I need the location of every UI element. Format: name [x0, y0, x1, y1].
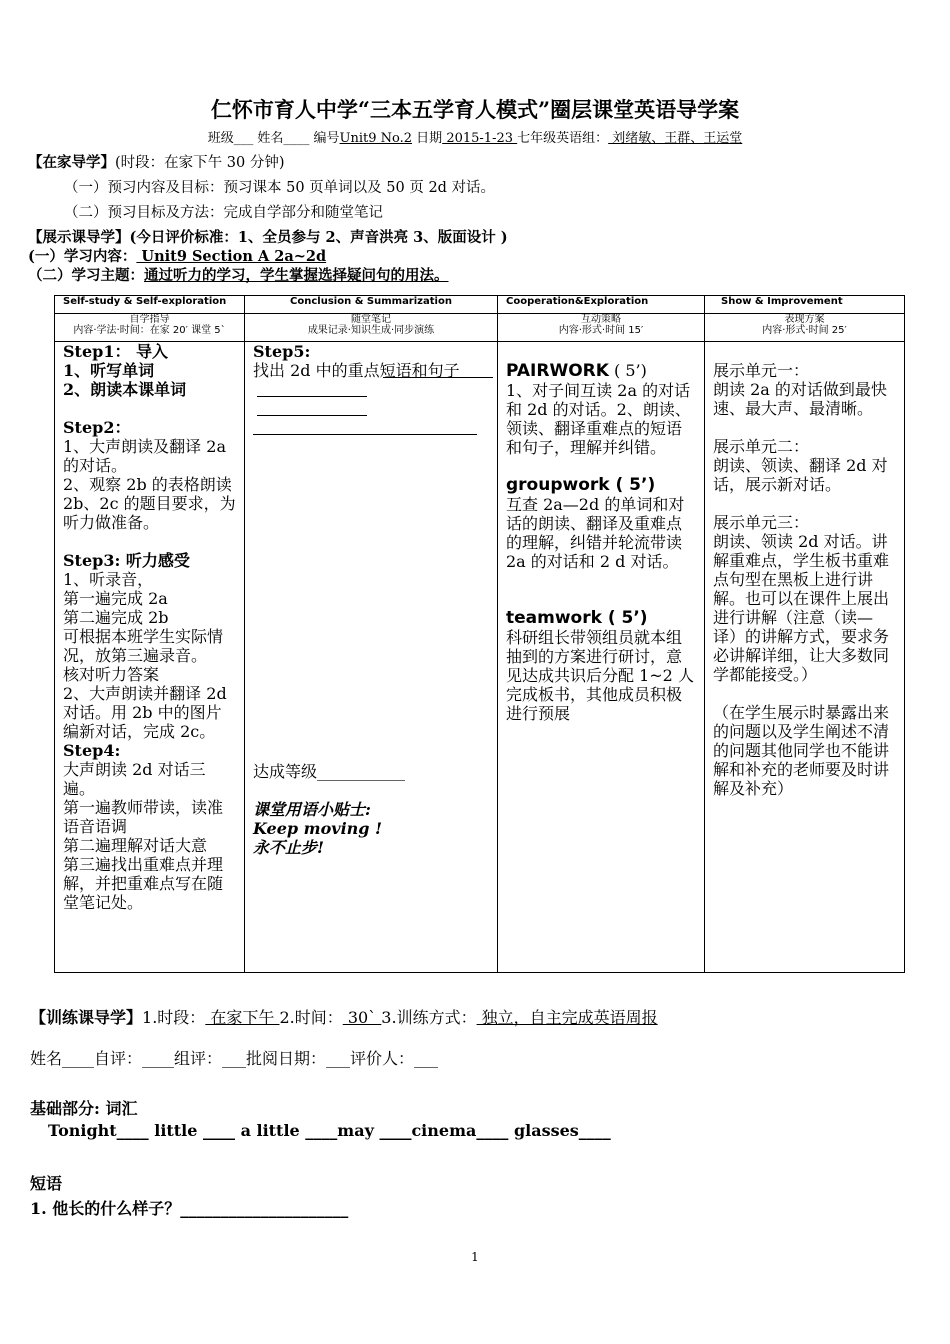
cooperation-cell: PAIRWORK ( 5’) 1、对子间互读 2a 的对话和 2d 的对话。2、朗读、领读、翻译重难点的短语和句子，理解并纠错。 groupwork ( 5’) 互查 2a—2d 的单词和对话的朗读、翻译及重难点的理解，纠错并轮流带读 2a 的对话和 2 d 对话。 teamwork ( 5’) 科研组长带领组员就本组抽到的方案进行研讨，意见达成共识后分配 1~2 人完成板书，其他成员积极进行预展 [498, 342, 705, 973]
subheader-4: 表现方案 内容·形式·时间 25′ [705, 314, 905, 342]
subheader-1: 自学指导 内容·学法·时间：在家 20′ 课堂 5` [55, 314, 245, 342]
header-conclusion: Conclusion & Summarization [245, 296, 498, 314]
phrases-heading: 短语 [30, 1174, 63, 1193]
home-item-2: （二）预习目标及方法：完成自学部分和随堂笔记 [64, 205, 383, 221]
home-heading: 【在家导学】(时段：在家下午 30 分钟) [28, 154, 285, 171]
show-heading: 【展示课导学】(今日评价标准：1、全员参与 2、声音洪亮 3、版面设计 ) [28, 229, 508, 246]
tip-chinese: 永不止步! [253, 838, 325, 857]
notes-cell: Step5: 找出 2d 中的重点短语和句子 达成等级___________ 课堂用语小贴士: Keep moving ! 永不止步! [245, 342, 498, 973]
date-prefix: 日期 [416, 131, 443, 146]
number-prefix: 编号 [313, 131, 340, 146]
header-cooperation: Cooperation&Exploration [498, 296, 705, 314]
vocab-words: Tonight____ little ____ a little ____may ____cinema____ glasses____ [48, 1121, 611, 1140]
header-show: Show & Improvement [705, 296, 905, 314]
page-number: 1 [471, 1250, 479, 1264]
page-title: 仁怀市育人中学“三本五学育人模式”圈层课堂英语导学案 [210, 97, 740, 122]
name-label: 姓名____ [257, 131, 310, 146]
training-line: 【训练课导学】1.时段： 在家下午 2.时间： 30` 3.训练方式： 独立，自主完成英语周报 [30, 1008, 658, 1027]
subheader-3: 互动策略 内容·形式·时间 15′ [498, 314, 705, 342]
basics-heading: 基础部分: 词汇 [30, 1099, 138, 1118]
phrase-question-1: 1. 他长的什么样子？_____________________ [30, 1199, 349, 1218]
date-value: 2015-1-23 [442, 131, 518, 146]
meta-line [0, 127, 950, 146]
grade-line: 达成等级___________ [253, 762, 406, 781]
number-value: Unit9 No.2 [339, 131, 413, 146]
tip-english: Keep moving ! [253, 819, 383, 838]
show-cell: 展示单元一： 朗读 2a 的对话做到最快速、最大声、最清晰。 展示单元二： 朗读、领读、翻译 2d 对话，展示新对话。 展示单元三： 朗读、领读 2d 对话。讲解重难点，学生板书重难点句型在黑板上进行讲解。也可以在课件上展出进行讲解（注意（读—译）的讲解方式，要求务必讲解详细，让大多数同学都能接受。） （在学生展示时暴露出来的问题以及学生阐述不清的问题其他同学也不能讲解和补充的老师要及时讲解及补充） [705, 342, 905, 973]
teachers: 刘绪敏、王群、王运堂 [608, 131, 743, 146]
group-label: 七年级英语组： [517, 131, 609, 146]
show-content: (一）学习内容： Unit9 Section A 2a~2d [28, 248, 327, 265]
header-self-study: Self-study & Self-exploration [55, 296, 245, 314]
show-topic: （二）学习主题：通过听力的学习，学生掌握选择疑问句的用法。 [28, 267, 449, 284]
home-item-1: （一）预习内容及目标：预习课本 50 页单词以及 50 页 2d 对话。 [64, 180, 496, 196]
tip-title: 课堂用语小贴士: [253, 800, 371, 819]
class-label: 班级___ [207, 131, 254, 146]
self-study-cell: Step1： 导入 1、听写单词 2、朗读本课单词 Step2： 1、大声朗读及翻译 2a 的对话。 2、观察 2b 的表格朗读 2b、2c 的题目要求，为听力做准备。 Step3: 听力感受 1、听录音， 第一遍完成 2a 第二遍完成 2b 可根据本班学生实际情况，放第三遍录音。 核对听力答案 2、大声朗读并翻译 2d 对话。用 2b 中的图片编新对话，完成 2c。 Step4: 大声朗读 2d 对话三遍。 第一遍教师带读，读准语音语调 第二遍理解对话大意 第三遍找出重难点并理解，并把重难点写在随堂笔记处。 [55, 342, 245, 973]
evaluation-line: 姓名____自评：____组评：___批阅日期：___评价人：___ [30, 1049, 439, 1068]
subheader-2: 随堂笔记 成果记录·知识生成·同步演练 [245, 314, 498, 342]
guide-table [54, 295, 905, 973]
